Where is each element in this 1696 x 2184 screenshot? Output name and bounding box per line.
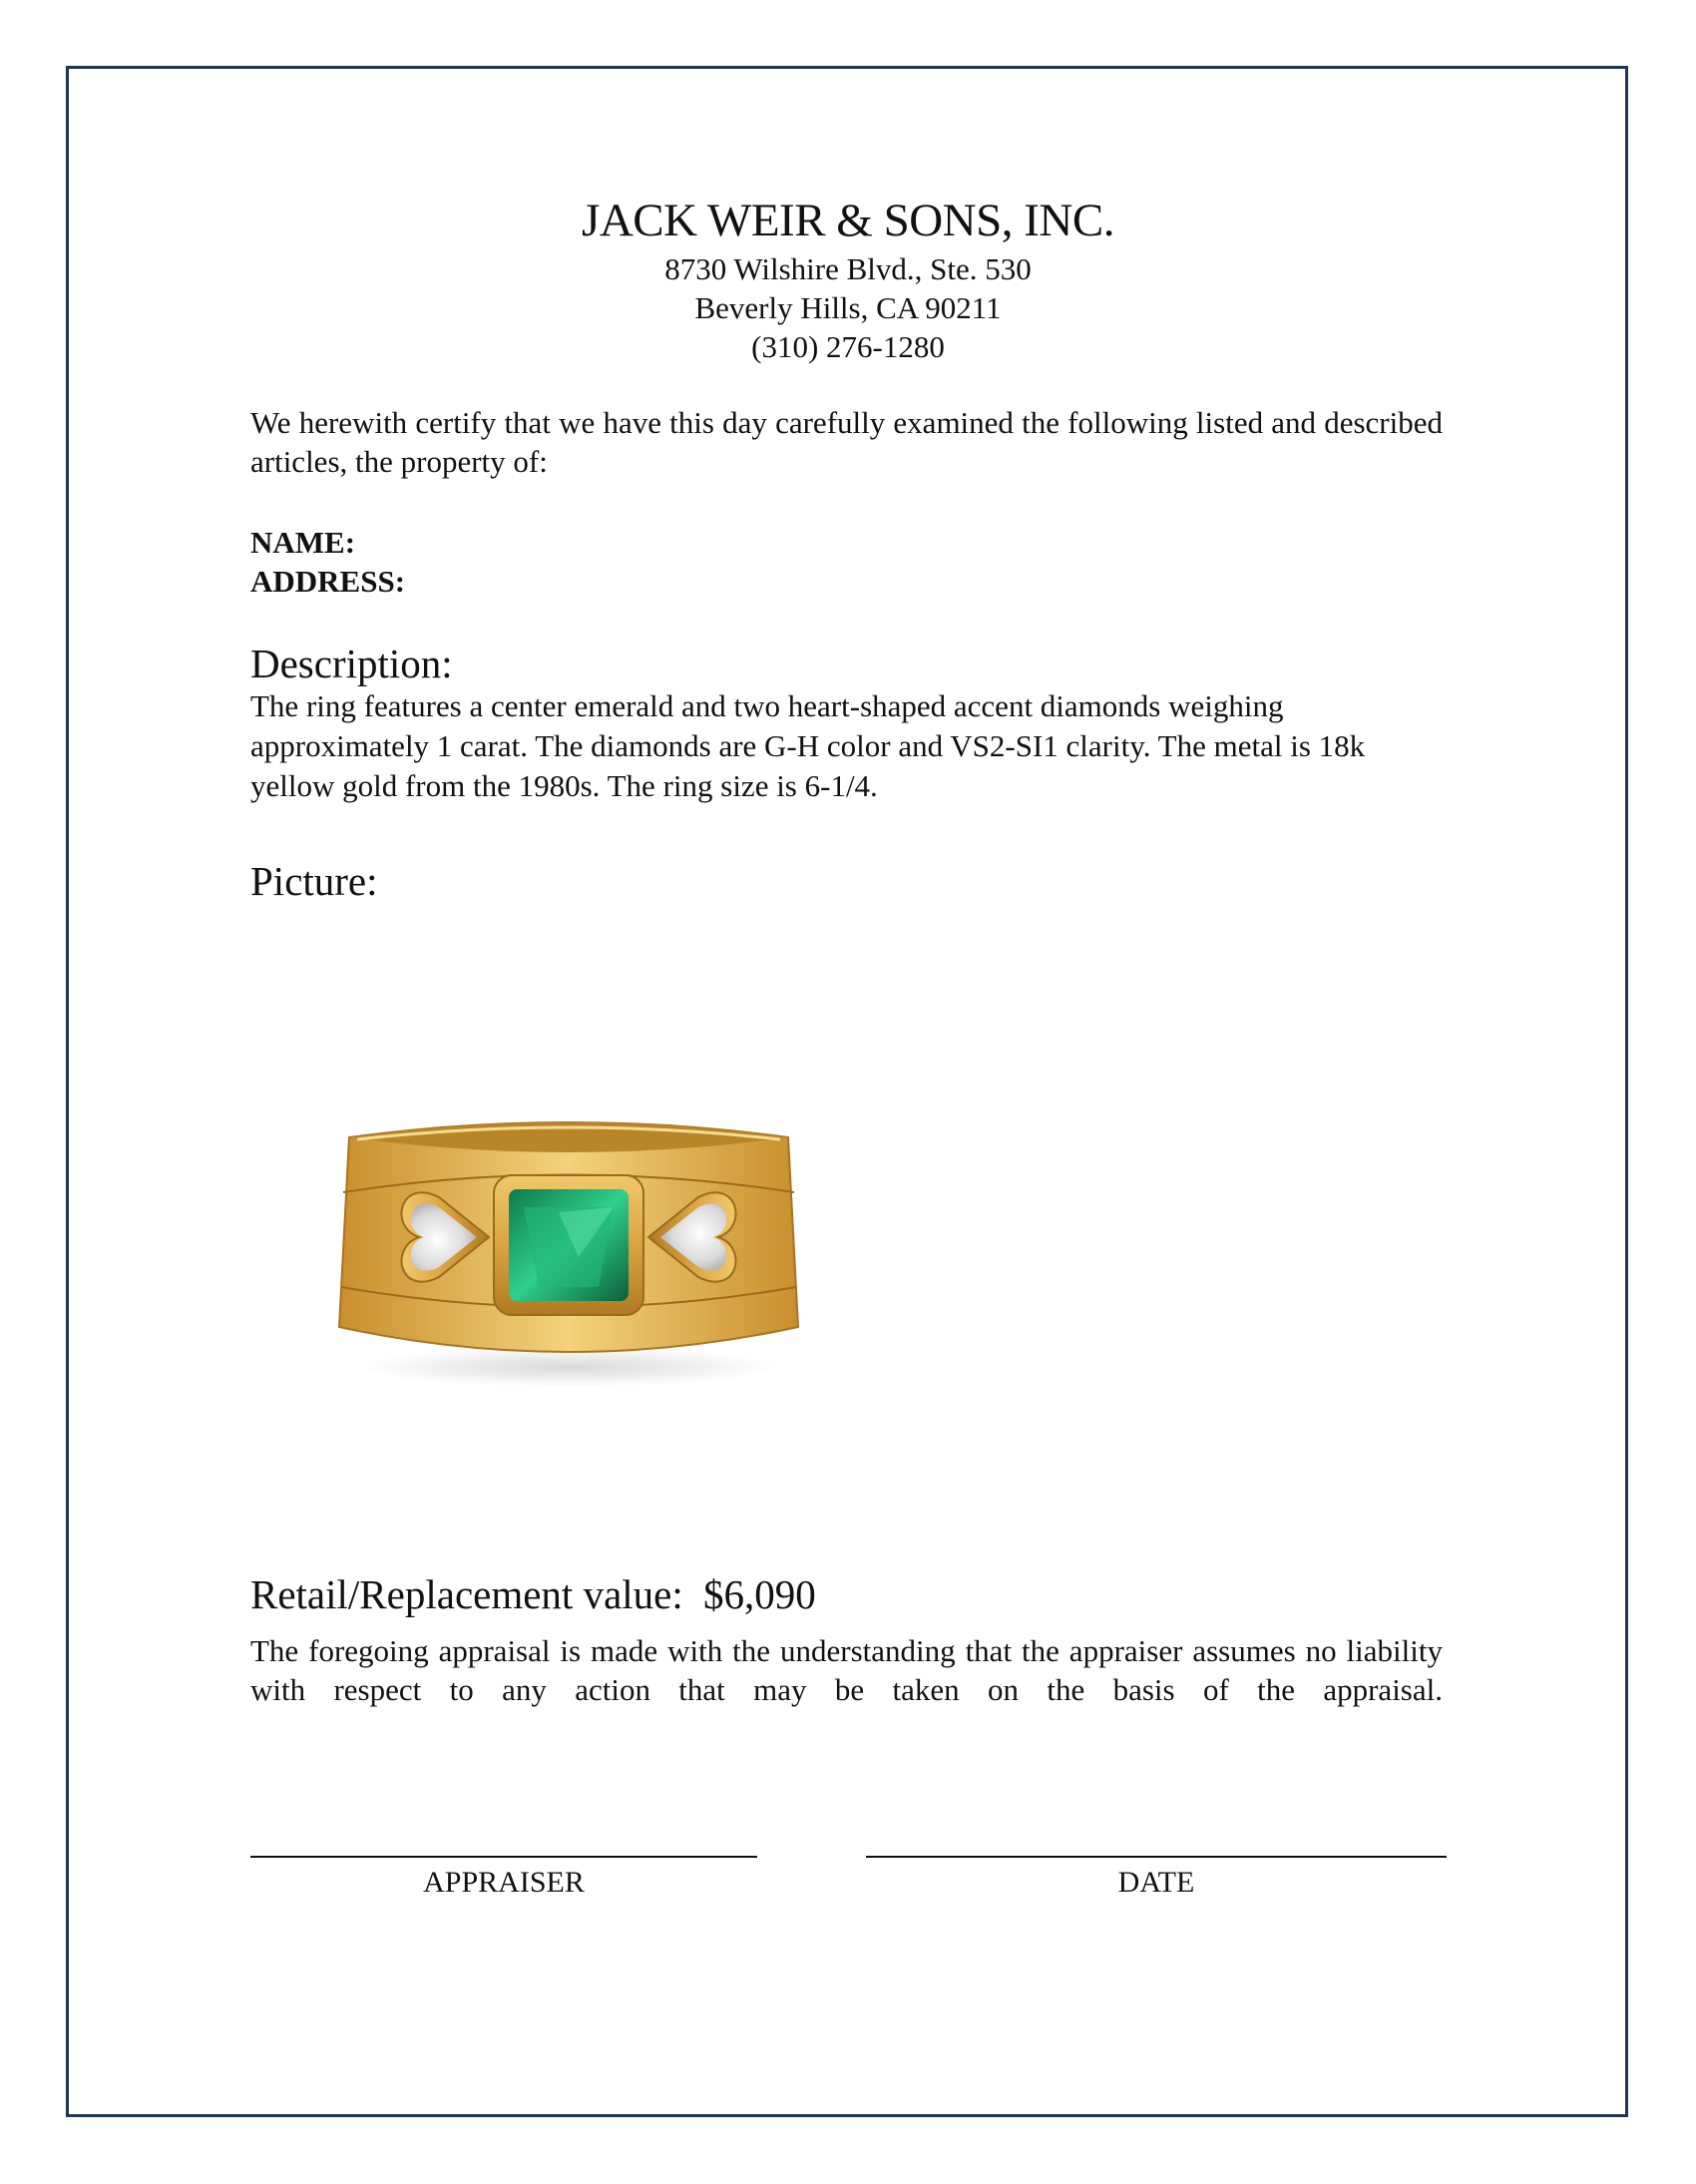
address-label: ADDRESS:: [250, 564, 406, 599]
owner-fields: [250, 523, 1443, 601]
valuation-amount: $6,090: [703, 1571, 816, 1617]
company-phone: (310) 276-1280: [751, 329, 945, 364]
company-address-line2: Beverly Hills, CA 90211: [694, 290, 1002, 325]
company-name: JACK WEIR & SONS, INC.: [582, 195, 1114, 246]
valuation-label: Retail/Replacement value:: [250, 1571, 683, 1617]
company-address-line1: 8730 Wilshire Blvd., Ste. 530: [664, 251, 1032, 286]
page-border: [66, 66, 1628, 2117]
name-label: NAME:: [250, 525, 356, 560]
picture-heading: Picture:: [250, 858, 378, 904]
letterhead: [0, 192, 1696, 366]
ring-photo: [329, 1097, 808, 1397]
description-heading: Description:: [250, 641, 453, 686]
certification-text: We herewith certify that we have this day carefully examined the following listed and described articles, the property of:: [250, 405, 1443, 479]
date-signature-line: DATE: [866, 1856, 1447, 1900]
valuation: [250, 1569, 1443, 1619]
appraiser-signature-line: APPRAISER: [250, 1856, 757, 1900]
description-text: The ring features a center emerald and two heart-shaped accent diamonds weighing approximately 1 carat. The diamonds are G-H color and VS2-SI1 clarity. The metal is 18k yellow gold from the 1980s. The ring size is 6-1/4.: [250, 688, 1366, 803]
disclaimer-text: The foregoing appraisal is made with the understanding that the appraiser assumes no liability with respect to any action that may be taken on the basis of the appraisal.: [250, 1633, 1443, 1707]
